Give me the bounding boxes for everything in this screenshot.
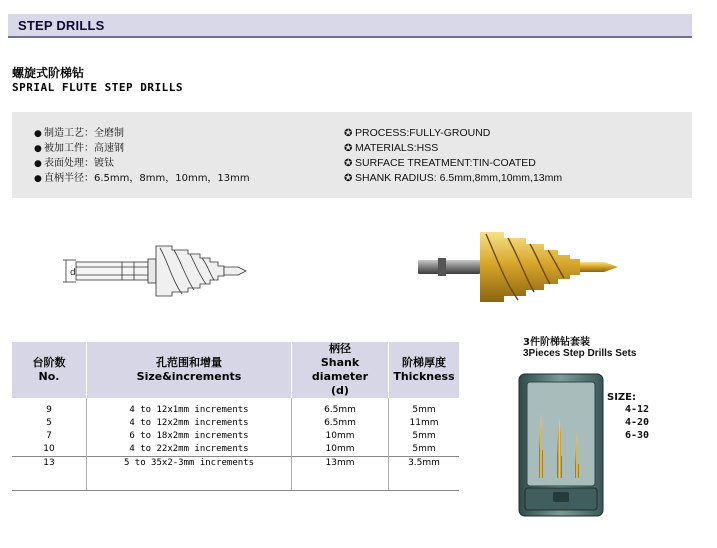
size-item: 4-20 [625,417,650,428]
cell-no: 5 [12,417,87,430]
bullet-icon: ● [34,144,42,154]
spec-item-cn: ● 直柄半径：6.5mm，8mm，10mm，13mm [34,171,250,186]
cell-shank: 6.5mm [292,398,389,417]
spec-item-en: ✪ PROCESS:FULLY-GROUND [344,127,491,139]
spec-item-en: ✪ MATERIALS:HSS [344,142,439,154]
product-title-en: SPRIAL FLUTE STEP DRILLS [12,81,183,94]
header-shank: 柄径 Shank diameter (d) [292,342,389,398]
cell-no: 7 [12,430,87,443]
cell-no: 13 [12,457,87,491]
cell-size: 4 to 22x2mm increments [87,443,292,457]
spec-item-cn: ● 表面处理：镀钛 [34,156,250,171]
bullet-icon: ● [34,174,42,184]
cell-no: 9 [12,398,87,417]
ring-bullet-icon: ✪ [344,143,353,154]
cell-size: 6 to 18x2mm increments [87,430,292,443]
size-item: 4-12 [625,404,650,415]
spec-item-en: ✪ SHANK RADIUS: 6.5mm,8mm,10mm,13mm [344,172,563,184]
cell-size: 4 to 12x2mm increments [87,417,292,430]
cell-thickness: 5mm [412,405,436,415]
spec-panel [12,112,692,198]
cell-shank: 10mm [292,430,389,443]
ring-bullet-icon: ✪ [344,128,353,139]
cell-thickness: 11mm [409,418,439,428]
ring-bullet-icon: ✪ [344,158,353,169]
cell-shank: 10mm [292,443,389,457]
cell-size: 5 to 35x2-3mm increments [87,457,292,491]
size-item: 6-30 [625,430,650,441]
bullet-icon: ● [34,129,42,139]
spec-item-cn: ● 被加工件：高速钢 [34,141,250,156]
table-row [12,430,459,443]
cell-no: 10 [12,443,87,457]
cell-thickness: 5mm [412,431,436,441]
drill-set-case-image [515,372,607,522]
header-thickness: 阶梯厚度 Thickness [389,342,460,398]
drill-line-drawing [60,240,250,300]
cell-shank: 13mm [292,457,389,491]
spec-list-en [344,126,562,186]
table-row [12,417,459,430]
specs-table [12,342,459,491]
cell-thickness: 5mm [412,444,436,454]
spec-item-cn: ● 制造工艺：全磨制 [34,126,250,141]
set-title-en: 3Pieces Step Drills Sets [523,348,637,359]
header-size: 孔范围和增量 Size&increments [87,342,292,398]
ring-bullet-icon: ✪ [344,173,353,184]
product-title-cn: 螺旋式阶梯钻 [12,66,85,80]
spec-item-en: ✪ SURFACE TREATMENT:TIN-COATED [344,157,536,169]
cell-size: 4 to 12x1mm increments [87,398,292,417]
table-row [12,443,459,457]
table-row [12,398,459,417]
size-label: SIZE: [607,392,637,403]
table-header-row [12,342,459,398]
spec-list-cn [34,126,250,186]
section-header-bar [8,14,692,38]
cell-shank: 6.5mm [292,417,389,430]
cell-thickness: 3.5mm [389,457,460,491]
set-title-cn: 3件阶梯钻套装 [523,337,590,348]
drill-photo [414,222,624,312]
bullet-icon: ● [34,159,42,169]
set-sizes [607,392,649,442]
table-row [12,457,459,491]
header-no: 台阶数 No. [12,342,87,398]
dimension-label: d [70,268,76,278]
section-title: STEP DRILLS [18,18,105,33]
